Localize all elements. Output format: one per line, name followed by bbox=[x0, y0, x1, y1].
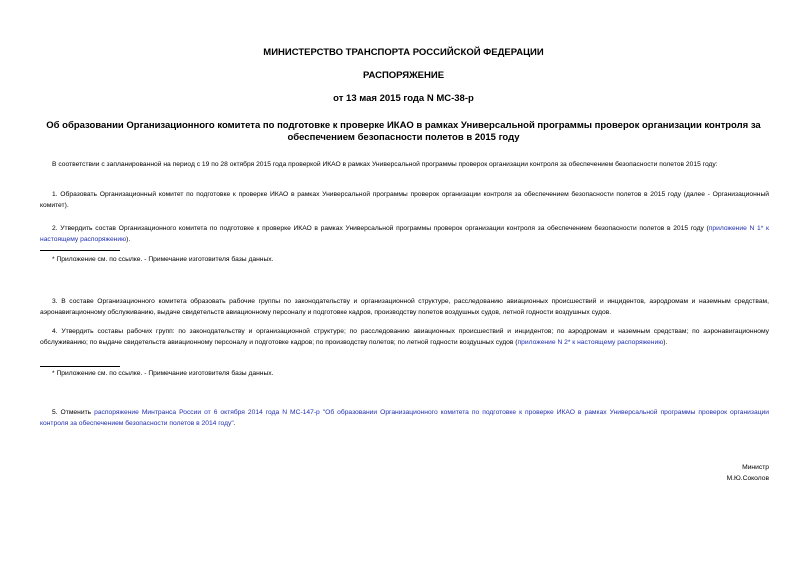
document-type: РАСПОРЯЖЕНИЕ bbox=[362, 70, 445, 81]
paragraph-2-text: 2. Утвердить состав Организационного комитета по подготовке к проверке ИКАО в рамках Универсальной программы проверок организации контроля за обеспечением безопасности полетов в 2015 году ( bbox=[52, 225, 709, 232]
cancelled-order-link[interactable]: распоряжение Минтранса России от 6 октября 2014 года N МС-147-р "Об образовании Организационного комитета по подготовке к проверке ИКАО в рамках Универсальной программы проверок организации контроля за обеспечением безопасности полетов в 2014 году" bbox=[40, 409, 769, 427]
paragraph-2 bbox=[40, 224, 769, 245]
signature-block bbox=[727, 462, 769, 484]
paragraph-4-text: 4. Утвердить составы рабочих групп: по законодательству и организационной структуре; по расследованию авиационных происшествий и инцидентов; по аэродромам и наземным средствам; по аэронавигационному обслуживанию; по выдаче свидетельств авиационному персоналу и подготовке кадров; по производству полетов; по летной годности воздушных судов ( bbox=[40, 328, 769, 346]
signatory-name: М.Ю.Соколов bbox=[726, 475, 769, 482]
ministry-header: МИНИСТЕРСТВО ТРАНСПОРТА РОССИЙСКОЙ ФЕДЕРАЦИИ bbox=[263, 47, 544, 58]
intro-paragraph: В соответствии с запланированной на период с 19 по 28 октября 2015 года проверкой ИКАО в рамках Универсальной программы проверок организации контроля за обеспечением безопасности полетов 2015 году: bbox=[52, 161, 718, 168]
paragraph-5 bbox=[40, 408, 769, 429]
footnote-divider bbox=[40, 250, 120, 251]
document-date-number: от 13 мая 2015 года N МС-38-р bbox=[333, 93, 474, 104]
document-subject bbox=[40, 120, 767, 144]
paragraph-5-text: 5. Отменить bbox=[52, 409, 95, 416]
signatory-title: Министр bbox=[742, 464, 769, 471]
paragraph-1: 1. Образовать Организационный комитет по подготовке к проверке ИКАО в рамках Универсальной программы проверок организации контроля за обеспечением безопасности полетов в 2015 году (далее - Организационный комитет). bbox=[40, 191, 769, 209]
appendix-2-link[interactable]: приложение N 2* к настоящему распоряжению bbox=[517, 338, 664, 346]
paragraph-4-tail: ). bbox=[663, 338, 668, 346]
footnote-1: * Приложение см. по ссылке. - Примечание изготовителя базы данных. bbox=[52, 256, 274, 263]
footnote-divider-2 bbox=[40, 366, 120, 367]
paragraph-4 bbox=[40, 327, 769, 348]
subject-line-2: обеспечением безопасности полетов в 2015 году bbox=[287, 132, 520, 143]
paragraph-3: 3. В составе Организационного комитета образовать рабочие группы по законодательству и организационной структуре, расследованию авиационных происшествий и инцидентов, аэродромам и наземным средствам, аэронавигационному обслуживанию, выдаче свидетельств авиационному персоналу и подготовке кадров, производству полетов воздушных судов, летной годности воздушных судов. bbox=[40, 298, 769, 316]
footnote-2: * Приложение см. по ссылке. - Примечание изготовителя базы данных. bbox=[52, 370, 274, 377]
paragraph-2-tail: ). bbox=[126, 235, 131, 243]
appendix-1-link[interactable]: приложение N 1* к настоящему распоряжению bbox=[40, 225, 769, 243]
paragraph-5-tail: . bbox=[233, 419, 236, 427]
subject-line-1: Об образовании Организационного комитета по подготовке к проверке ИКАО в рамках Универсальной программы проверок организации контроля за bbox=[46, 120, 761, 131]
